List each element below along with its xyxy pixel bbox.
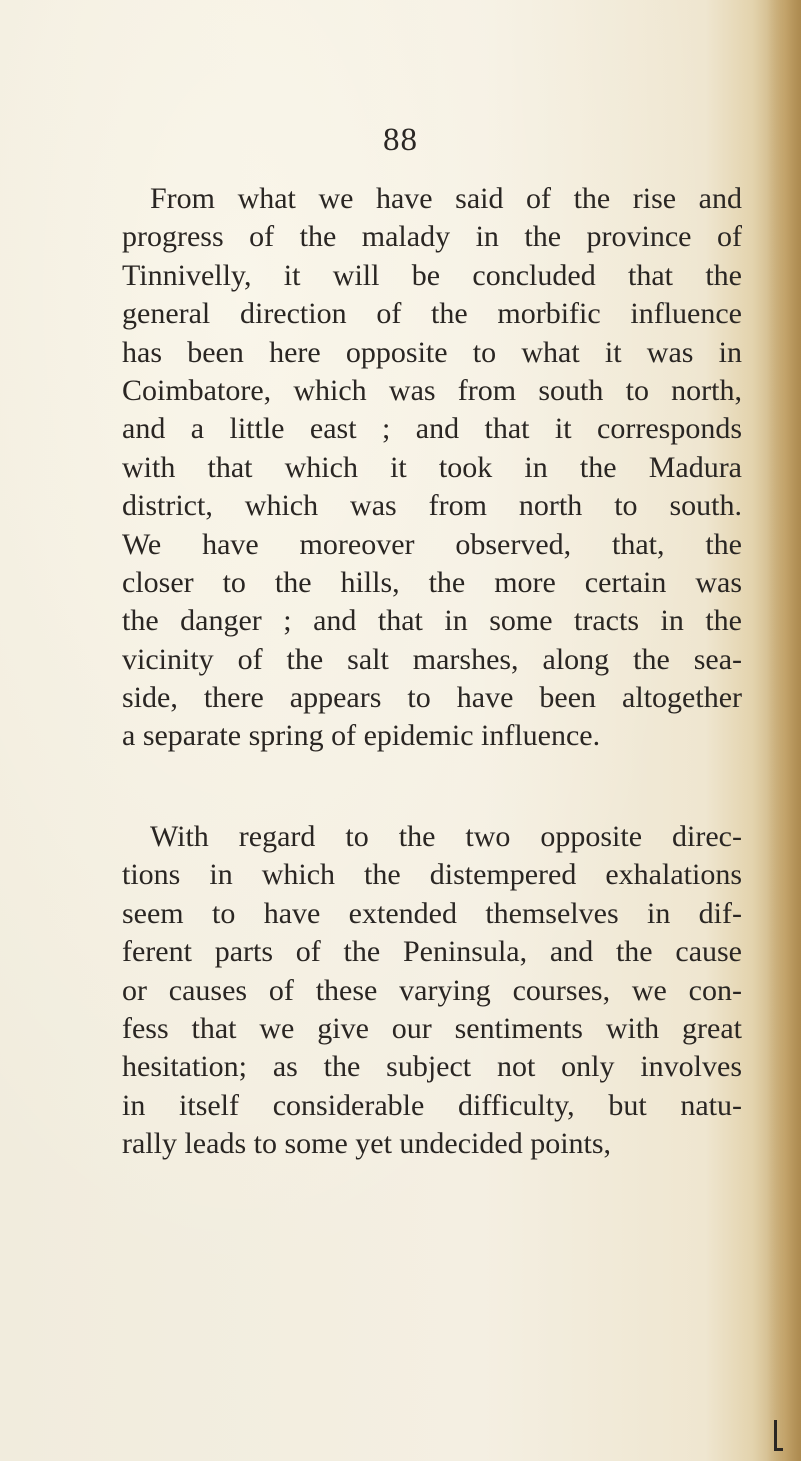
text-line: in itself considerable difficulty, but natu- (122, 1088, 742, 1122)
text-line: fess that we give our sentiments with great (122, 1011, 742, 1045)
text-line: with that which it took in the Madura (122, 450, 742, 484)
page-number: 88 (383, 122, 418, 158)
text-line: tions in which the distempered exhalations (122, 858, 742, 892)
text-line: Coimbatore, which was from south to north, (122, 373, 742, 407)
text-line: side, there appears to have been altogether (122, 681, 742, 715)
text-line: general direction of the morbific influence (122, 297, 742, 331)
text-line: closer to the hills, the more certain was (122, 565, 742, 599)
text-line: and a little east ; and that it corresponds (122, 412, 742, 446)
text-line: progress of the malady in the province of (122, 220, 742, 254)
text-line: or causes of these varying courses, we con- (122, 973, 742, 1007)
text-line: has been here opposite to what it was in (122, 335, 742, 369)
text-line: ferent parts of the Peninsula, and the cause (122, 935, 742, 969)
paragraph-2 (122, 818, 742, 1164)
page-edge-shadow (767, 0, 801, 1461)
text-line: hesitation; as the subject not only involves (122, 1050, 742, 1084)
text-line: We have moreover observed, that, the (122, 527, 742, 561)
paragraph-1 (122, 180, 742, 756)
text-line: a separate spring of epidemic influence. (122, 719, 601, 753)
text-line: district, which was from north to south. (122, 489, 742, 523)
text-line: From what we have said of the rise and (150, 182, 742, 215)
text-line: With regard to the two opposite direc- (150, 820, 742, 853)
text-line: the danger ; and that in some tracts in the (122, 604, 742, 638)
text-line: seem to have extended themselves in dif- (122, 896, 742, 930)
corner-mark (774, 1420, 783, 1451)
text-line: vicinity of the salt marshes, along the sea- (122, 642, 742, 676)
text-line: Tinnivelly, it will be concluded that the (122, 258, 742, 292)
text-line: rally leads to some yet undecided points, (122, 1127, 612, 1161)
